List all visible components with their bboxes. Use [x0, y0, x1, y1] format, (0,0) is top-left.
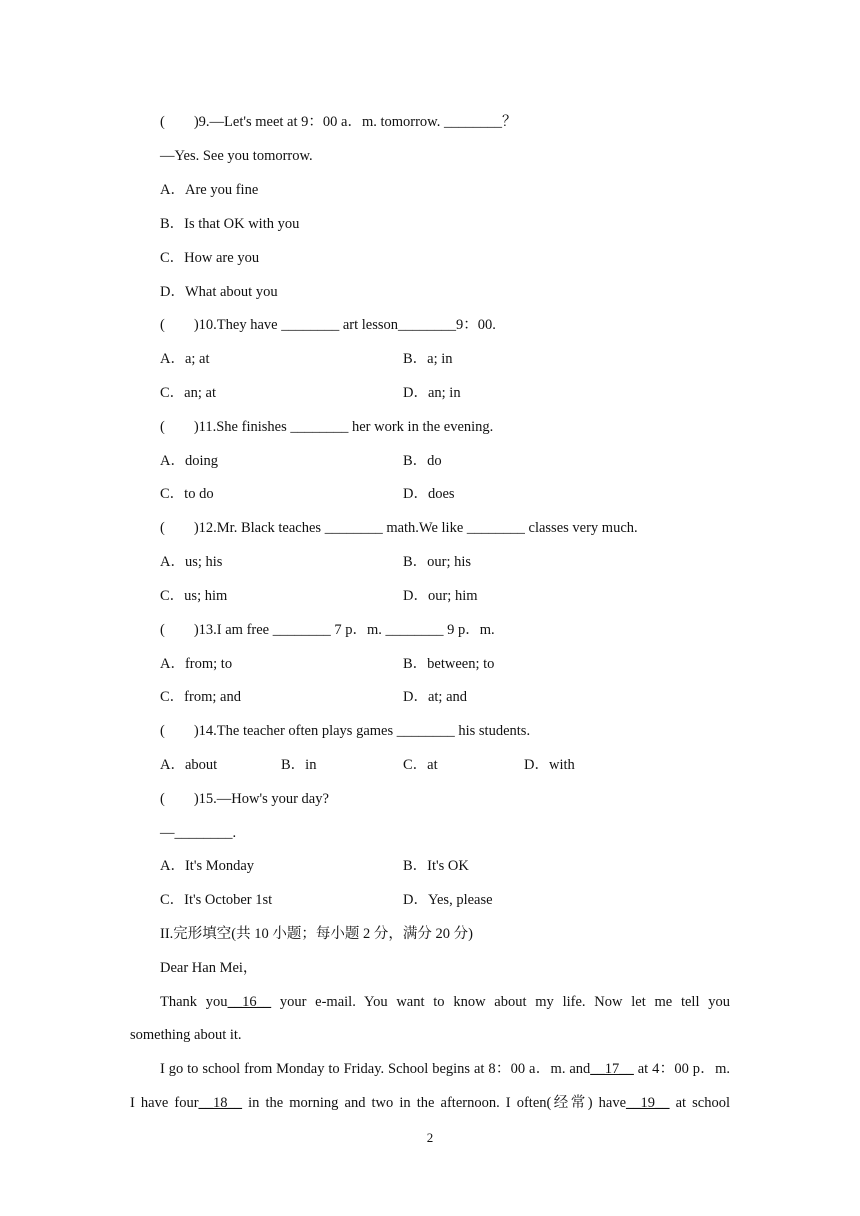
q15-stem: ( )15.—How's your day? [160, 791, 329, 807]
q13-option-d: D．at; and [403, 689, 468, 705]
text-run: in the morning and two in the afternoon. I often(经常) have [242, 1095, 626, 1111]
q11-option-a: A．doing [160, 453, 218, 469]
section-heading: II.完形填空(共 10 小题；每小题 2 分，满分 20 分) [160, 926, 473, 942]
q11-option-c: C．to do [160, 486, 214, 502]
q9-stem: ( )9.—Let's meet at 9：00 a．m. tomorrow. ________？ [160, 114, 517, 130]
text-run: at 4：00 p．m. [633, 1061, 730, 1077]
text-run: I go to school from Monday to Friday. School begins at 8：00 a．m. and [160, 1061, 591, 1077]
q14-option-c: C．at [403, 757, 438, 773]
q13-option-b: B．between; to [403, 656, 495, 672]
blank-18: __18__ [198, 1095, 243, 1111]
q15-option-c: C．It's October 1st [160, 892, 273, 908]
q12-stem: ( )12.Mr. Black teaches ________ math.We like ________ classes very much. [160, 520, 638, 536]
q13-option-c: C．from; and [160, 689, 241, 705]
q11-stem: ( )11.She finishes ________ her work in the evening. [160, 419, 494, 435]
blank-17: __17__ [590, 1061, 634, 1077]
paragraph-1-line-2: something about it. [130, 1027, 242, 1043]
q11-option-b: B．do [403, 453, 442, 469]
page-number: 2 [426, 1130, 434, 1145]
q13-stem: ( )13.I am free ________ 7 p．m. ________ 9 p．m. [160, 622, 495, 638]
text-run: Thank you [160, 994, 228, 1010]
q15-option-a: A．It's Monday [160, 858, 255, 874]
letter-greeting: Dear Han Mei， [160, 960, 258, 976]
paragraph-2-line-2 [130, 1094, 730, 1112]
q12-option-b: B．our; his [403, 554, 472, 570]
q11-option-d: D．does [403, 486, 455, 502]
q13-option-a: A．from; to [160, 656, 233, 672]
q9-option-a: A．Are you fine [160, 182, 259, 198]
q10-stem: ( )10.They have ________ art lesson________9：00. [160, 317, 496, 333]
q14-stem: ( )14.The teacher often plays games ________ his students. [160, 723, 531, 739]
q10-option-c: C．an; at [160, 385, 216, 401]
q12-option-d: D．our; him [403, 588, 478, 604]
q10-option-a: A．a; at [160, 351, 210, 367]
text-run: I have four [130, 1095, 199, 1111]
q14-option-d: D．with [524, 757, 575, 773]
q10-option-b: B．a; in [403, 351, 453, 367]
q9-option-c: C．How are you [160, 250, 260, 266]
q15-option-d: D．Yes, please [403, 892, 493, 908]
q14-option-a: A．about [160, 757, 218, 773]
q9-reply: —Yes. See you tomorrow. [160, 148, 313, 164]
q9-option-d: D．What about you [160, 284, 278, 300]
paragraph-2-line-1 [160, 1060, 730, 1078]
text-run: your e-mail. You want to know about my life. Now let me tell you [271, 994, 730, 1010]
text-run: at school [669, 1095, 730, 1111]
q15-option-b: B．It's OK [403, 858, 469, 874]
q9-option-b: B．Is that OK with you [160, 216, 300, 232]
paragraph-1-line-1 [160, 993, 730, 1011]
q15-reply: —________. [160, 825, 237, 841]
q12-option-c: C．us; him [160, 588, 228, 604]
q12-option-a: A．us; his [160, 554, 223, 570]
blank-16: __16__ [227, 994, 272, 1010]
q14-option-b: B．in [281, 757, 317, 773]
q10-option-d: D．an; in [403, 385, 461, 401]
blank-19: __19__ [626, 1095, 670, 1111]
